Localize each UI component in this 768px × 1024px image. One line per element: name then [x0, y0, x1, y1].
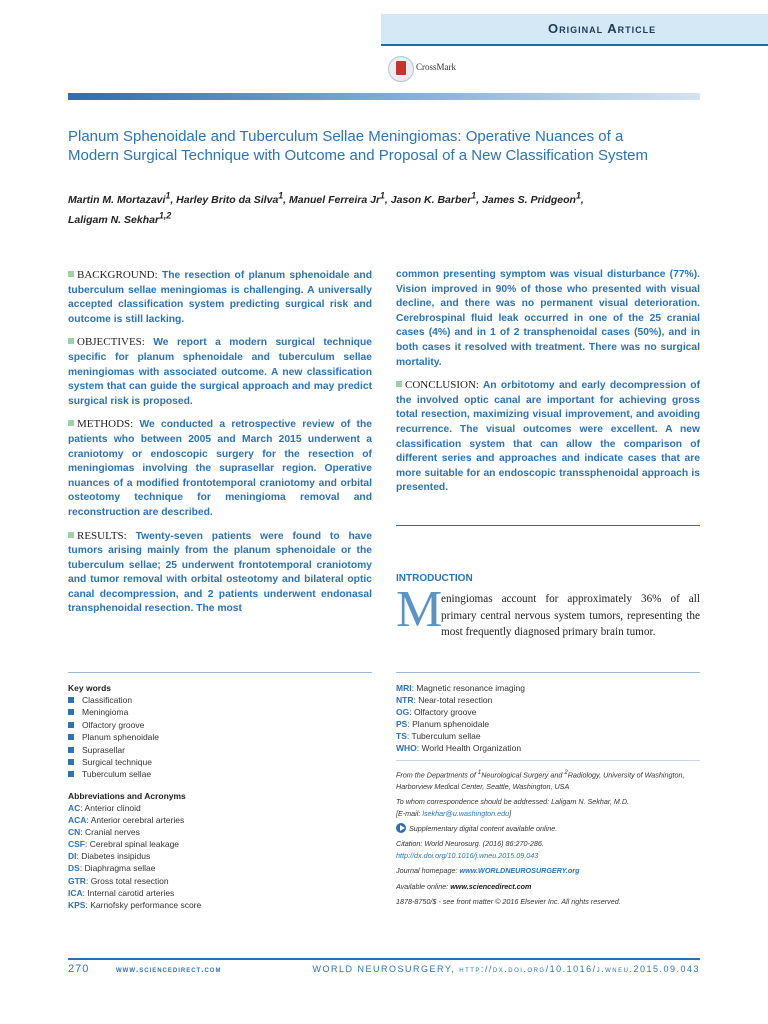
abbreviations-list-left [68, 802, 201, 911]
abbreviation-item: ACA: Anterior cerebral arteries [68, 815, 185, 826]
abstract-objectives: OBJECTIVES: We report a modern surgical technique specific for planum sphenoidale and tuberculum sellae meningiomas with associated outcome. A new classification system that can guide the surgical approach and may predict surgical risk is proposed. [68, 336, 372, 407]
meta-top-rule [396, 672, 700, 673]
footer-rule [68, 958, 700, 960]
author: Jason K. Barber$^1$, [390, 190, 483, 206]
abstract-end-rule [396, 525, 700, 526]
supplementary-note: Supplementary digital content available online. [396, 823, 700, 834]
article-metadata [396, 768, 700, 911]
square-bullet-icon [68, 771, 74, 777]
abbreviation-item: NTR: Near-total resection [396, 695, 493, 706]
keyword-item: Meningioma [68, 706, 159, 718]
bullet-icon [68, 271, 74, 277]
meta-rule [396, 760, 700, 761]
abstract-left-column [68, 268, 372, 617]
section-tag-banner [381, 14, 768, 46]
author: Manuel Ferreira Jr$^1$, [289, 190, 391, 206]
email-link[interactable]: lsekhar@u.washington.edu [422, 808, 510, 818]
keyword-item: Tuberculum sellae [68, 768, 159, 780]
square-bullet-icon [68, 747, 74, 753]
author-list [68, 187, 668, 228]
homepage-link[interactable]: www.WORLDNEUROSURGERY.org [459, 866, 580, 876]
bullet-icon [68, 532, 74, 538]
abbreviation-item: GTR: Gross total resection [68, 875, 169, 886]
drop-cap: M [396, 581, 443, 638]
introduction-text: eningiomas account for approximately 36% of all primary central nervous system tumors, representing the most frequently diagnosed primary brain tumor. [441, 593, 700, 638]
square-bullet-icon [68, 759, 74, 765]
abbreviations-heading: Abbreviations and Acronyms [68, 791, 186, 801]
article-title: Planum Sphenoidale and Tuberculum Sellae Meningiomas: Operative Nuances of a Modern Surgical Technique with Outcome and Proposal of a New Classification System [68, 128, 649, 164]
section-tag: Original Article [548, 21, 657, 36]
journal-homepage: Journal homepage: www.WORLDNEUROSURGERY.org [396, 866, 580, 876]
footer-journal: WORLD NEUROSURGERY, http://dx.doi.org/10.1016/j.wneu.2015.09.043 [312, 964, 700, 974]
page-number: 270 [68, 963, 90, 975]
citation: Citation: World Neurosurg. (2016) 86:270-286. http://dx.doi.org/10.1016/j.wneu.2015.09.043 [396, 839, 544, 860]
abstract-results: RESULTS: Twenty-seven patients were found to have tumors arising mainly from the planum sphenoidale or the tuberculum sellae; 25 underwent frontotemporal craniotomy and tumor removal with orbital osteotomy and bilateral optic canal decompression, and 2 patients underwent endonasal transphenoidal resection. The most [68, 529, 372, 615]
crossmark-label: CrossMark [416, 62, 456, 72]
abstract-background: BACKGROUND: The resection of planum sphenoidale and tuberculum sellae meningiomas is challenging. A universally accepted classification system predicting surgical risk and outcome is still lacking. [68, 269, 372, 325]
author: Martin M. Mortazavi$^1$, [68, 190, 177, 206]
keyword-item: Olfactory groove [68, 719, 159, 731]
introduction-heading: INTRODUCTION [396, 573, 473, 584]
bullet-icon [68, 420, 74, 426]
bullet-icon [68, 338, 74, 344]
abbreviation-item: MRI: Magnetic resonance imaging [396, 683, 526, 693]
abbreviation-item: ICA: Internal carotid arteries [68, 887, 175, 898]
square-bullet-icon [68, 709, 74, 715]
footer-site-link[interactable]: www.sciencedirect.com [116, 965, 222, 974]
abbreviation-item: KPS: Karnofsky performance score [68, 899, 202, 910]
keywords-heading: Key words [68, 683, 111, 693]
correspondence: To whom correspondence should be addressed: Laligam N. Sekhar, M.D. [E-mail: lsekhar@u.washington.edu] [396, 797, 630, 818]
abstract-results-continued: common presenting symptom was visual disturbance (77%). Vision improved in 90% of those who presented with visual decline, and there was no permanent visual deterioration. Cerebrospinal fluid leak occurred in one of the 25 cranial cases (4%) and in 1 of 2 transphenoidal cases (50%), and in both cases it resolved with treatment. There was no surgical mortality. [396, 269, 700, 368]
keywords-rule [68, 672, 372, 673]
square-bullet-icon [68, 734, 74, 740]
abbreviation-item: AC: Anterior clinoid [68, 803, 141, 813]
abbreviation-item: WHO: World Health Organization [396, 743, 522, 754]
square-bullet-icon [68, 722, 74, 728]
abbreviation-item: DS: Diaphragma sellae [68, 863, 156, 874]
header-rule [68, 93, 700, 100]
abbreviation-item: PS: Planum sphenoidale [396, 719, 490, 730]
abstract-right-column [396, 268, 700, 496]
crossmark-icon [388, 56, 414, 82]
keyword-item: Planum sphenoidale [68, 731, 159, 743]
abbreviation-item: TS: Tuberculum sellae [396, 731, 481, 742]
abbreviation-item: CSF: Cerebral spinal leakage [68, 839, 180, 850]
crossmark-badge[interactable] [388, 56, 508, 82]
author: Harley Brito da Silva$^1$, [176, 190, 289, 206]
available-online: Available online: www.sciencedirect.com [396, 881, 532, 891]
abbreviation-item: CN: Cranial nerves [68, 827, 140, 838]
abbreviation-item: DI: Diabetes insipidus [68, 851, 151, 862]
abbreviation-item: OG: Olfactory groove [396, 707, 477, 718]
abbreviations-list-right [396, 682, 525, 755]
abstract-conclusion: CONCLUSION: An orbitotomy and early decompression of the involved optic canal are important for achieving gross total resection, maximizing visual improvement, and avoiding recurrence. The visual outcomes were excellent. A new classification system that can allow the comparison of different series and approaches and indicate cases that are more suitable for an endoscopic transsphenoidal approach is presented. [396, 379, 700, 494]
abstract-methods: METHODS: We conducted a retrospective review of the patients who between 2005 and March 2015 underwent a craniotomy or endoscopic surgery for the resection of meningiomas involving the suprasellar region. Operative nuances of a modified frontotemporal craniotomy and orbital osteotomy technique for meningioma removal and reconstruction are described. [68, 418, 372, 518]
sciencedirect-link[interactable]: www.sciencedirect.com [450, 881, 532, 891]
keyword-item: Suprasellar [68, 744, 159, 756]
bullet-icon [396, 381, 402, 387]
play-icon [396, 823, 406, 833]
doi-link[interactable]: http://dx.doi.org/10.1016/j.wneu.2015.09.043 [396, 850, 539, 860]
keyword-item: Surgical technique [68, 756, 159, 768]
author: Laligam N. Sekhar$^{1,2}$ [68, 210, 172, 226]
author: James S. Pridgeon$^1$, [482, 190, 584, 206]
square-bullet-icon [68, 697, 74, 703]
keyword-item: Classification [68, 694, 159, 706]
copyright: 1878-8750/$ - see front matter © 2016 Elsevier Inc. All rights reserved. [396, 897, 621, 907]
affiliation: From the Departments of $^1$Neurological Surgery and $^2$Radiology, University of Washington, Harborview Medical Center, Seattle, Washington, USA [396, 770, 685, 791]
keywords-list [68, 694, 159, 781]
